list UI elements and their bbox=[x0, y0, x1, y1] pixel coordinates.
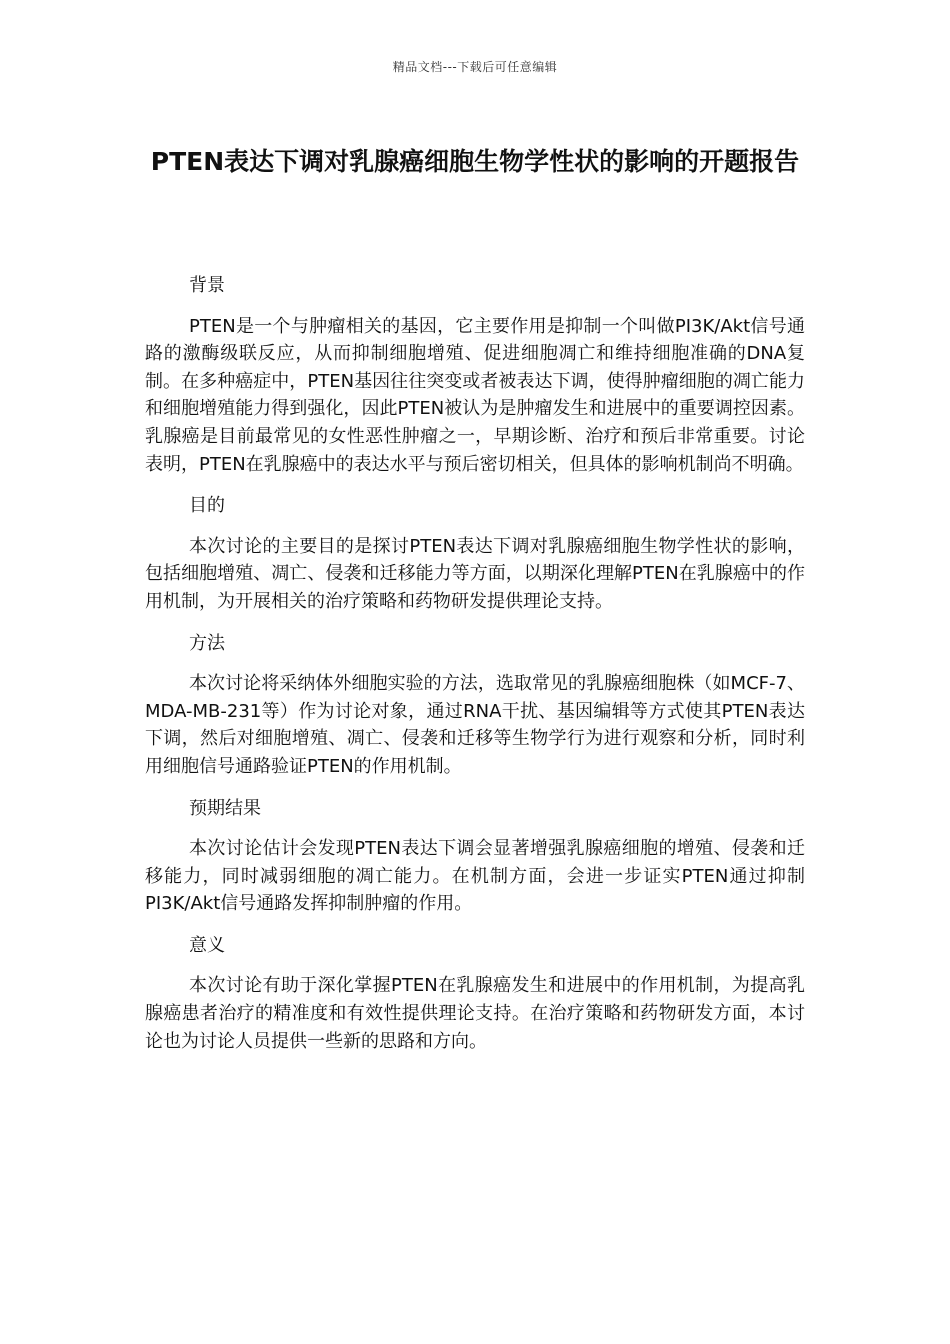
section-heading: 意义 bbox=[189, 934, 225, 956]
section-objective bbox=[145, 492, 805, 615]
section-paragraph: PTEN是一个与肿瘤相关的基因，它主要作用是抑制一个叫做PI3K/Akt信号通路的激酶级联反应，从而抑制细胞增殖、促进细胞凋亡和维持细胞准确的DNA复制。在多种癌症中，PTEN基因往往突变或者被表达下调，使得肿瘤细胞的凋亡能力和细胞增殖能力得到强化，因此PTEN被认为是肿瘤发生和进展中的重要调控因素。乳腺癌是目前最常见的女性恶性肿瘤之一，早期诊断、治疗和预后非常重要。讨论表明，PTEN在乳腺癌中的表达水平与预后密切相关，但具体的影响机制尚不明确。 bbox=[145, 315, 805, 475]
section-heading: 方法 bbox=[189, 632, 225, 654]
document-title: PTEN表达下调对乳腺癌细胞生物学性状的影响的开题报告 bbox=[150, 147, 800, 176]
section-heading: 背景 bbox=[189, 275, 225, 296]
document-body bbox=[145, 272, 805, 1069]
section-paragraph: 本次讨论的主要目的是探讨PTEN表达下调对乳腺癌细胞生物学性状的影响，包括细胞增殖、凋亡、侵袭和迁移能力等方面，以期深化理解PTEN在乳腺癌中的作用机制，为开展相关的治疗策略和药物研发提供理论支持。 bbox=[145, 535, 805, 612]
section-method bbox=[145, 630, 805, 781]
section-background bbox=[145, 272, 805, 478]
section-paragraph: 本次讨论将采纳体外细胞实验的方法，选取常见的乳腺癌细胞株（如MCF-7、MDA-MB-231等）作为讨论对象，通过RNA干扰、基因编辑等方式使其PTEN表达下调，然后对细胞增殖、凋亡、侵袭和迁移等生物学行为进行观察和分析，同时利用细胞信号通路验证PTEN的作用机制。 bbox=[145, 673, 805, 777]
section-heading: 预期结果 bbox=[189, 797, 261, 819]
section-significance bbox=[145, 932, 805, 1055]
section-heading: 目的 bbox=[189, 495, 225, 517]
section-paragraph: 本次讨论估计会发现PTEN表达下调会显著增强乳腺癌细胞的增殖、侵袭和迁移能力，同时减弱细胞的凋亡能力。在机制方面，会进一步证实PTEN通过抑制PI3K/Akt信号通路发挥抑制肿瘤的作用。 bbox=[145, 838, 805, 915]
section-paragraph: 本次讨论有助于深化掌握PTEN在乳腺癌发生和进展中的作用机制，为提高乳腺癌患者治疗的精准度和有效性提供理论支持。在治疗策略和药物研发方面，本讨论也为讨论人员提供一些新的思路和方向。 bbox=[145, 975, 805, 1052]
header-note: 精品文档---下载后可任意编辑 bbox=[392, 60, 558, 74]
section-expected-results bbox=[145, 795, 805, 918]
